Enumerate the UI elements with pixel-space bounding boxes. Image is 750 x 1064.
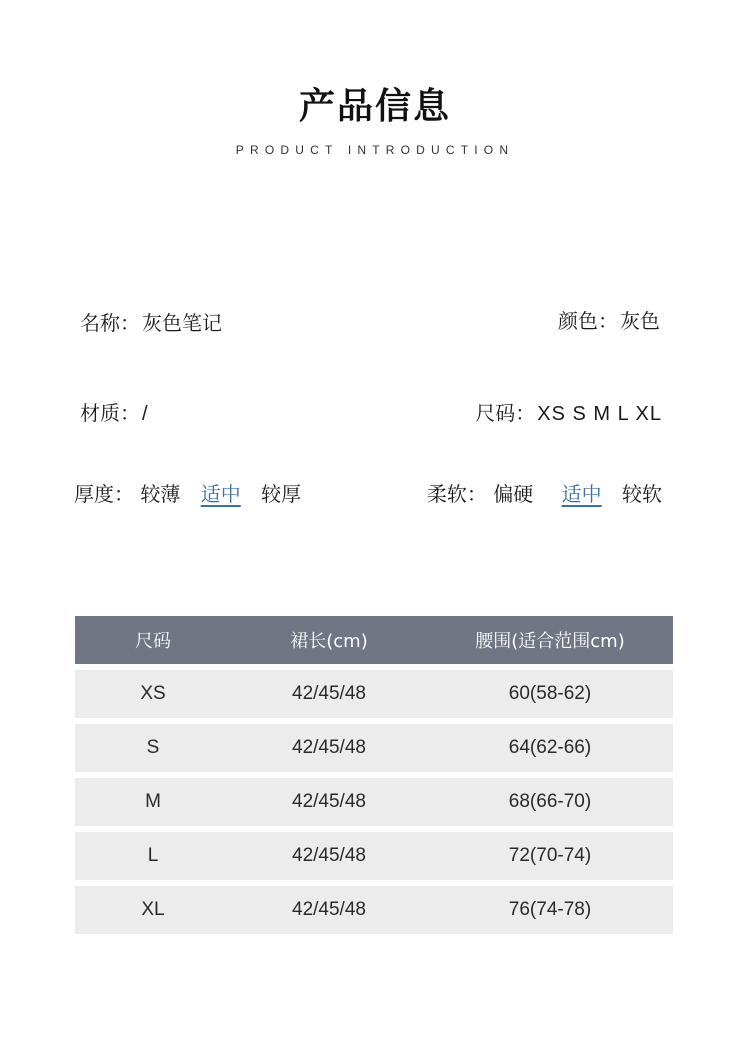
size-label: 尺码： <box>475 401 536 425</box>
color-label: 颜色： <box>558 309 618 333</box>
cell-size: M <box>145 791 161 812</box>
table-row <box>75 778 673 826</box>
table-row <box>75 670 673 718</box>
softness-option: 较软 <box>622 482 662 506</box>
info-softness <box>427 478 662 507</box>
header-cell-waist: 腰围(适合范围cm) <box>475 631 625 652</box>
page-subtitle: PRODUCT INTRODUCTION <box>235 143 515 157</box>
thickness-label: 厚度： <box>74 482 134 506</box>
cell-size: XS <box>140 683 166 704</box>
thickness-option: 较厚 <box>261 482 302 506</box>
page-title: 产品信息 <box>298 86 451 127</box>
header-cell-length: 裙长(cm) <box>290 631 368 652</box>
cell-length: 42/45/48 <box>292 899 366 920</box>
cell-length: 42/45/48 <box>292 737 366 758</box>
softness-label: 柔软： <box>426 482 487 506</box>
cell-waist: 64(62-66) <box>508 737 592 758</box>
softness-option-selected: 适中 <box>561 482 602 506</box>
material-label: 材质： <box>80 401 140 425</box>
name-value: 灰色笔记 <box>142 311 222 335</box>
info-name <box>80 307 222 336</box>
softness-option: 偏硬 <box>493 482 534 506</box>
table-row <box>75 832 673 880</box>
name-label: 名称： <box>80 311 140 335</box>
header-cell-size: 尺码 <box>135 631 171 652</box>
info-color <box>558 305 660 334</box>
material-value: / <box>142 403 149 425</box>
cell-length: 42/45/48 <box>292 845 366 866</box>
thickness-option-selected: 适中 <box>200 482 241 506</box>
cell-waist: 68(66-70) <box>508 791 592 812</box>
thickness-option: 较薄 <box>140 482 181 506</box>
info-thickness <box>74 478 301 507</box>
size-table <box>75 616 673 934</box>
table-header <box>75 616 673 664</box>
cell-length: 42/45/48 <box>292 683 366 704</box>
info-material <box>80 397 149 426</box>
size-value: XS S M L XL <box>537 403 662 425</box>
cell-size: L <box>147 845 159 866</box>
cell-size: XL <box>141 899 165 920</box>
cell-size: S <box>146 737 160 758</box>
cell-waist: 60(58-62) <box>508 683 592 704</box>
cell-waist: 76(74-78) <box>508 899 592 920</box>
cell-length: 42/45/48 <box>292 791 366 812</box>
table-row <box>75 724 673 772</box>
table-row <box>75 886 673 934</box>
cell-waist: 72(70-74) <box>508 845 592 866</box>
info-size <box>475 397 662 426</box>
color-value: 灰色 <box>620 309 660 333</box>
